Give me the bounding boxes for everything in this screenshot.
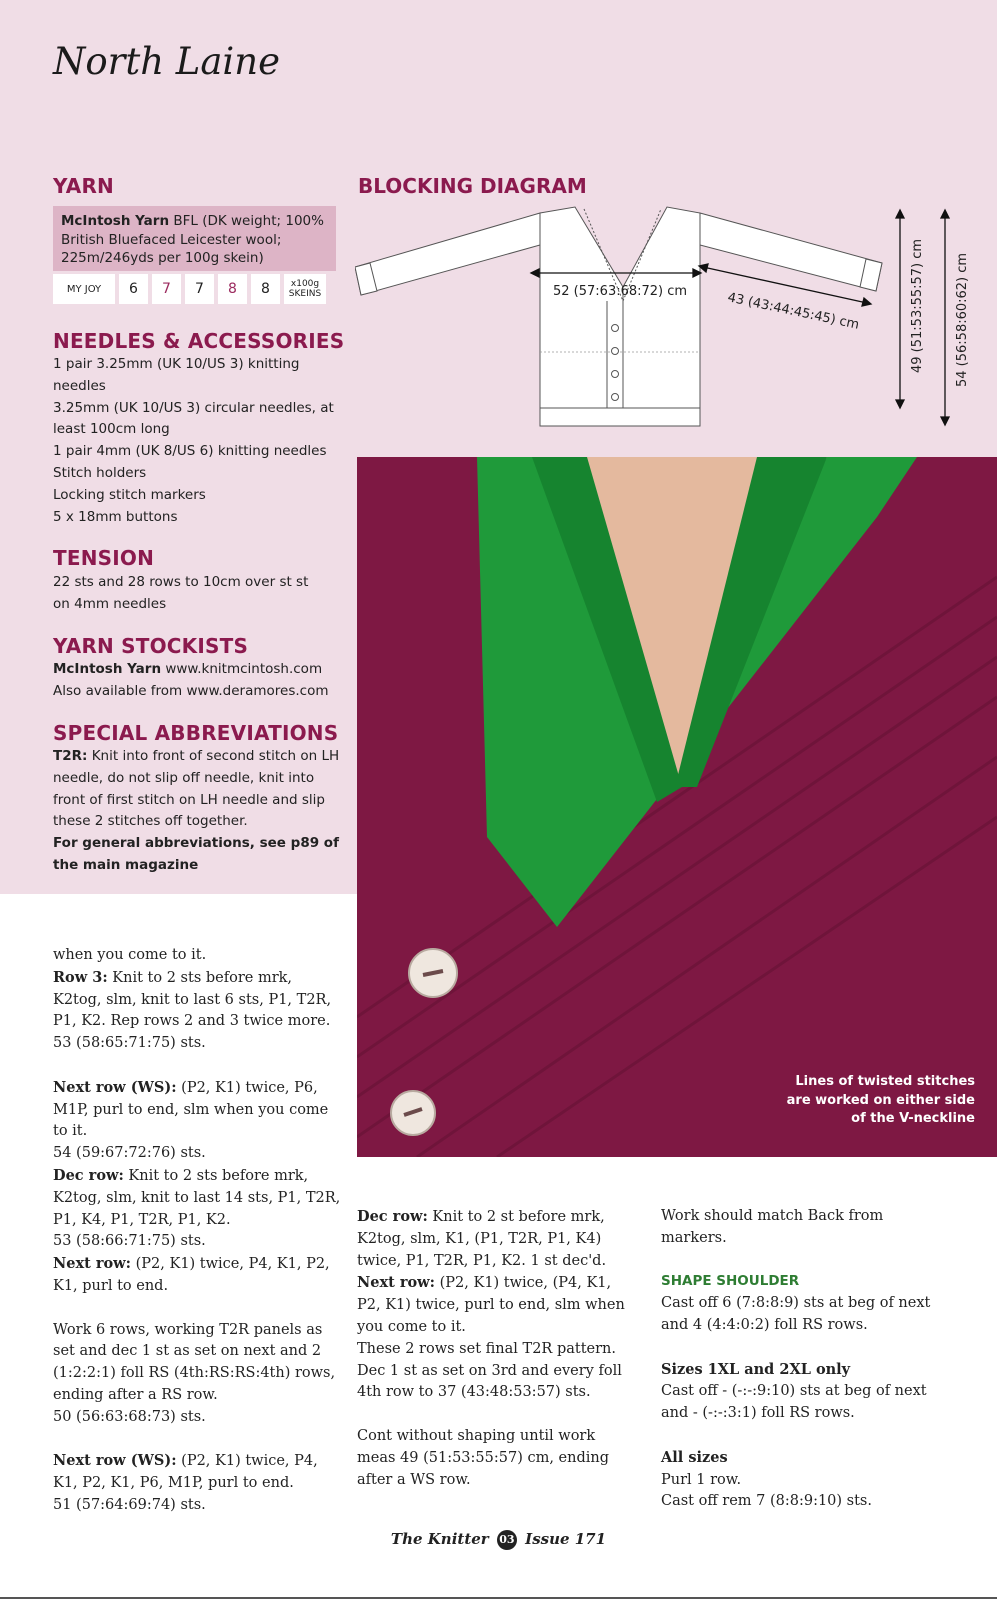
col1-text: Knit to 2 sts before mrk, K2tog, slm, knit to last 14 sts, P1, T2R, P1, K4, P1, T2R, P1, K2. [53,1167,341,1228]
needles-line: 3.25mm (UK 10/US 3) circular needles, at least 100cm long [53,399,334,438]
col1-text: when you come to it. [53,947,207,963]
col1-row-label: Next row: [53,1255,132,1273]
col1-row-label: Next row (WS): [53,1452,177,1470]
col1-text: Work 6 rows, working T2R panels as set and dec 1 st as set on next and 2 (1:2:2:1) foll RS (4th:RS:RS:4th) rows, ending after a RS row. [53,1321,336,1403]
page-number-badge: 03 [497,1530,517,1550]
bottom-rule [0,1597,997,1599]
all-sizes-heading: All sizes [661,1448,728,1466]
stockist-also: Also available from www.deramores.com [53,682,329,699]
button-icon [612,325,619,332]
quantity-size-1: 6 [119,274,148,304]
quantity-size-2: 7 [152,274,181,304]
cardigan-illustration [357,457,997,1157]
needles-heading: NEEDLES & ACCESSORIES [53,329,345,353]
shape-shoulder-heading: SHAPE SHOULDER [661,1273,800,1290]
tension-text: 22 sts and 28 rows to 10cm over st st on 4mm needles [53,574,309,612]
col1-row-label: Next row (WS): [53,1078,177,1096]
col1-count: 51 (57:64:69:74) sts. [53,1496,206,1513]
body [540,207,700,413]
page-footer [0,1530,997,1550]
col1-count: 53 (58:66:71:75) sts. [53,1233,206,1250]
arrowhead [531,269,539,277]
abbreviations-heading: SPECIAL ABBREVIATIONS [53,721,339,745]
col3-text: Cast off - (-:-:9:10) sts at beg of next and - (-:-:3:1) foll RS rows. [661,1383,927,1422]
quantity-size-5: 8 [251,274,280,304]
button-icon [612,394,619,401]
abbrev-term: T2R: [53,748,88,764]
sleeve-measurement: 43 (43:44:45:45) cm [726,290,861,333]
col1-text: Knit to 2 sts before mrk, K2tog, slm, knit to last 6 sts, P1, T2R, P1, K2. Rep rows 2 and 3 twice more. [53,969,332,1030]
arrowhead [862,298,871,306]
yarn-quantity-row [53,274,336,304]
issue-number: Issue 171 [525,1530,607,1548]
col3-text: Work should match Back from markers. [661,1208,884,1246]
arrowhead [941,417,949,425]
chest-measurement: 52 (57:63:68:72) cm [553,284,688,299]
abbreviations-text [53,746,343,877]
needles-line: Locking stitch markers [53,486,206,503]
cardigan-photo [357,457,997,1157]
yarn-description: BFL (DK weight; 100% British Bluefaced Leicester wool; 225m/246yds per 100g skein) [61,213,324,266]
quantity-size-3: 7 [185,274,214,304]
diagram-heading: BLOCKING DIAGRAM [358,174,587,198]
instructions-column-1 [53,945,341,1539]
needles-line: 1 pair 4mm (UK 8/US 6) knitting needles [53,443,327,460]
col1-count: 50 (56:63:68:73) sts. [53,1408,206,1425]
instructions-column-2 [357,1206,637,1513]
right-sleeve [700,213,882,291]
yarn-heading: YARN [53,174,114,198]
needles-line: Stitch holders [53,464,147,481]
quantity-size-4: 8 [218,274,247,304]
colour-label: MY JOY [53,274,115,304]
quantity-unit: x100g SKEINS [284,274,326,304]
instructions-column-3 [661,1206,951,1535]
col2-row-label: Next row: [357,1274,436,1292]
needles-list [53,354,343,528]
col3-text: Cast off 6 (7:8:8:9) sts at beg of next and 4 (4:4:0:2) foll RS rows. [661,1295,931,1333]
length2-measurement: 54 (56:58:60:62) cm [955,252,970,387]
tension-heading: TENSION [53,546,155,570]
length1-measurement: 49 (51:53:55:57) cm [910,238,925,373]
abbrev-note: For general abbreviations, see p89 of the main magazine [53,835,339,873]
col3-text: Purl 1 row. [661,1471,742,1488]
arrowhead [896,400,904,408]
magazine-name: The Knitter [390,1530,489,1548]
col1-row-label: Row 3: [53,968,108,986]
stockist-brand: McIntosh Yarn [53,661,162,677]
page-title: North Laine [53,40,280,83]
col2-text: Cont without shaping until work meas 49 (51:53:55:57) cm, ending after a WS row. [357,1427,610,1488]
stockist-url: www.knitmcintosh.com [161,661,323,677]
col2-text: Knit to 2 st before mrk, K2tog, slm, K1, (P1, T2R, P1, K4) twice, P1, T2R, P1, K2. 1 st dec'd. [357,1209,607,1269]
col3-text: Cast off rem 7 (8:8:9:10) sts. [661,1493,872,1510]
button-icon [612,371,619,378]
hem-band [540,408,700,426]
col1-count: 53 (58:65:71:75) sts. [53,1035,206,1052]
col1-text: (P2, K1) twice, P4, K1, P2, K1, purl to end. [53,1256,330,1294]
left-sleeve [355,213,540,295]
sizes-heading: Sizes 1XL and 2XL only [661,1360,851,1378]
col2-row-label: Dec row: [357,1208,428,1225]
stockists-text [53,659,343,703]
needles-line: 5 x 18mm buttons [53,508,178,525]
col1-text: (P2, K1) twice, P4, K1, P2, K1, P6, M1P, purl to end. [53,1453,318,1492]
col2-text: These 2 rows set final T2R pattern. Dec 1 st as set on 3rd and every foll 4th row to 37 (43:48:53:57) sts. [357,1340,622,1401]
yarn-info-box [53,206,336,271]
abbrev-definition: Knit into front of second stitch on LH needle, do not slip off needle, knit into front of first stitch on LH needle and slip these 2 stitches off together. [53,748,340,830]
arrowhead [896,210,904,218]
col1-count: 54 (59:67:72:76) sts. [53,1145,206,1162]
photo-caption: Lines of twisted stitches are worked on either side of the V-neckline [786,1074,975,1126]
col1-text: (P2, K1) twice, P6, M1P, purl to end, slm when you come to it. [53,1079,329,1140]
yarn-brand: McIntosh Yarn [61,213,170,229]
stockists-heading: YARN STOCKISTS [53,634,249,658]
arrowhead [941,210,949,218]
button-icon [612,348,619,355]
col1-row-label: Dec row: [53,1166,124,1184]
blocking-diagram [355,205,975,445]
needles-line: 1 pair 3.25mm (UK 10/US 3) knitting needles [53,356,300,394]
col2-text: (P2, K1) twice, (P4, K1, P2, K1) twice, purl to end, slm when you come to it. [357,1275,625,1335]
